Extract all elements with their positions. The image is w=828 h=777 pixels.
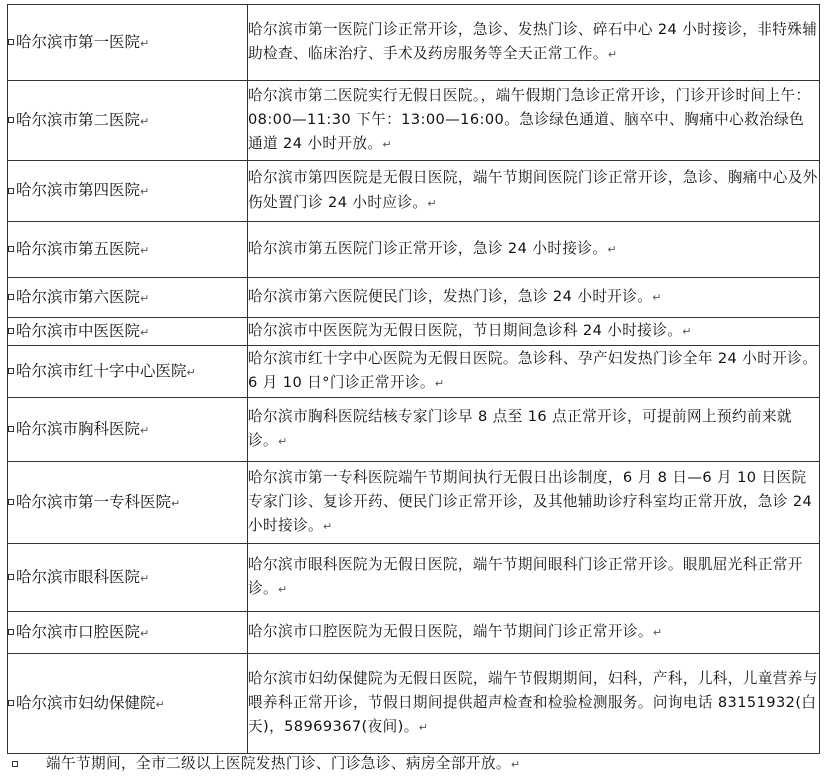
hospital-table [7,4,820,754]
return-mark: ↵ [418,721,429,735]
hospital-name-cell [8,462,248,544]
hospital-name: 哈尔滨市红十字中心医院 [16,361,187,380]
hospital-name-cell [8,81,248,161]
hospital-name-cell [8,222,248,278]
return-mark: ↵ [140,325,150,339]
return-mark: ↵ [510,758,521,771]
bullet-icon [8,294,14,300]
return-mark: ↵ [140,423,150,437]
return-mark: ↵ [278,435,288,448]
hospital-name: 哈尔滨市第二医院 [16,110,141,129]
hospital-name: 哈尔滨市中医医院 [16,321,141,340]
bullet-icon [8,368,14,374]
hospital-desc: 哈尔滨市第六医院便民门诊，发热门诊，急诊 24 小时开诊。 [248,287,653,305]
hospital-desc: 哈尔滨市第五医院门诊正常开诊，急诊 24 小时接诊。 [248,239,608,257]
bullet-icon [8,574,14,580]
table-row [8,278,820,318]
return-mark: ↵ [607,48,618,61]
hospital-desc: 哈尔滨市眼科医院为无假日医院，端午节期间眼科门诊正常开诊。眼肌屈光科正常开诊。 [248,555,803,597]
hospital-name-cell [8,5,248,81]
return-mark: ↵ [427,196,438,210]
table-row [8,5,820,81]
hospital-name: 哈尔滨市第一医院 [16,32,141,51]
hospital-desc-cell [248,544,820,612]
bullet-icon [8,246,14,252]
hospital-name: 哈尔滨市第五医院 [16,239,141,258]
return-mark: ↵ [140,291,150,305]
table-row [8,612,820,654]
hospital-desc: 哈尔滨市第一医院门诊正常开诊，急诊、发热门诊、碎石中心 24 小时接诊，非特殊辅助检查、临床治疗、手术及药房服务等全天正常工作。 [248,20,818,62]
bullet-icon [8,426,14,432]
return-mark: ↵ [607,242,617,256]
return-mark: ↵ [682,324,692,338]
hospital-desc-cell [248,462,820,544]
table-row [8,161,820,222]
hospital-name: 哈尔滨市第六医院 [16,287,141,306]
return-mark: ↵ [155,697,165,711]
table-row [8,544,820,612]
bullet-icon [8,328,14,334]
hospital-desc: 哈尔滨市第二医院实行无假日医院。，端午假期门急诊正常开诊，门诊开诊时间上午：08:00—11:30 下午：13:00—16:00。急诊绿色通道、脑卒中、胸痛中心救治绿色通道 24 小时开放。 [248,86,811,153]
return-mark: ↵ [652,290,662,304]
hospital-desc-cell [248,161,820,222]
bullet-icon [8,499,14,505]
hospital-desc: 哈尔滨市口腔医院为无假日医院，端午节期间门诊正常开诊。 [248,622,653,640]
hospital-name: 哈尔滨市眼科医院 [16,567,141,586]
hospital-desc-cell [248,612,820,654]
footer-note [12,754,520,775]
hospital-desc-cell [248,222,820,278]
table-row [8,654,820,754]
return-mark: ↵ [140,243,150,257]
hospital-desc-cell [248,5,820,81]
return-mark: ↵ [140,36,150,50]
footer-text: 端午节期间，全市二级以上医院发热门诊、门诊急诊、病房全部开放。 [46,755,511,772]
return-mark: ↵ [322,520,333,534]
table-row [8,398,820,462]
hospital-name-cell [8,278,248,318]
hospital-name-cell [8,544,248,612]
table-row [8,81,820,161]
hospital-desc-cell [248,398,820,462]
bullet-icon [12,761,18,767]
hospital-name-cell [8,612,248,654]
hospital-name-cell [8,161,248,222]
bullet-icon [8,117,14,123]
table-row [8,462,820,544]
return-mark: ↵ [140,114,150,128]
hospital-name-cell [8,318,248,346]
return-mark: ↵ [186,365,196,379]
hospital-name-cell [8,346,248,398]
bullet-icon [8,629,14,635]
hospital-name-cell [8,654,248,754]
return-mark: ↵ [278,583,288,596]
bullet-icon [8,39,14,45]
hospital-name: 哈尔滨市第四医院 [16,181,141,199]
hospital-name: 哈尔滨市胸科医院 [16,419,141,438]
hospital-name: 哈尔滨市第一专科医院 [16,492,172,511]
hospital-desc-cell [248,318,820,346]
hospital-desc: 哈尔滨市妇幼保健院为无假日医院，端午节假期期间，妇科，产科，儿科，儿童营养与喂养科正常开诊，节假日期间提供超声检查和检验检测服务。问询电话 83151932(白天)，58969367(夜间)。 [248,669,818,736]
return-mark: ↵ [140,185,150,198]
hospital-desc-cell [248,81,820,161]
hospital-desc: 哈尔滨市胸科医院结核专家门诊早 8 点至 16 点正常开诊，可提前网上预约前来就诊。 [248,407,793,449]
return-mark: ↵ [434,377,445,390]
return-mark: ↵ [382,138,393,152]
table-row [8,346,820,398]
hospital-name: 哈尔滨市妇幼保健院 [16,693,156,712]
return-mark: ↵ [652,625,663,639]
hospital-desc-cell [248,278,820,318]
hospital-desc-cell [248,654,820,754]
return-mark: ↵ [140,626,150,640]
table-row [8,222,820,278]
hospital-desc: 哈尔滨市第一专科医院端午节期间执行无假日出诊制度，6 月 8 日—6 月 10 日医院专家门诊、复诊开药、便民门诊正常开诊，及其他辅助诊疗科室均正常开放，急诊 24 小时接诊。 [248,468,813,535]
hospital-desc: 哈尔滨市红十字中心医院为无假日医院。急诊科、孕产妇发热门诊全年 24 小时开诊。6 月 10 日°门诊正常开诊。 [248,349,818,391]
return-mark: ↵ [171,496,181,510]
bullet-icon [8,700,14,706]
hospital-desc-cell [248,346,820,398]
hospital-desc: 哈尔滨市中医医院为无假日医院，节日期间急诊科 24 小时接诊。 [248,321,683,339]
return-mark: ↵ [140,571,150,585]
hospital-name-cell [8,398,248,462]
hospital-name: 哈尔滨市口腔医院 [16,622,141,641]
bullet-icon [8,188,14,194]
hospital-desc: 哈尔滨市第四医院是无假日医院，端午节期间医院门诊正常开诊，急诊、胸痛中心及外伤处置门诊 24 小时应诊。 [248,169,818,211]
table-row [8,318,820,346]
